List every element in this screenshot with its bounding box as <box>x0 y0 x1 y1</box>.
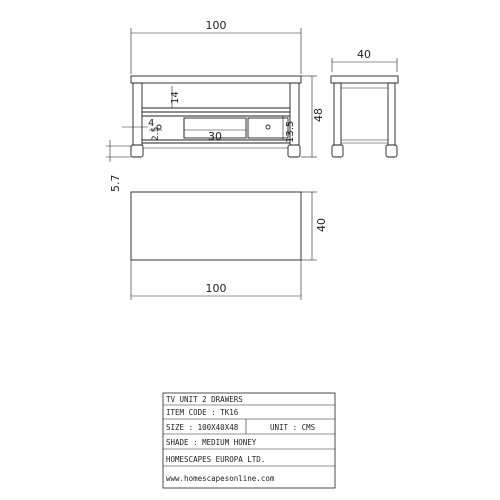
drawer-height-label: 13.5 <box>285 120 296 143</box>
item-code: ITEM CODE : TK16 <box>166 408 239 417</box>
company-website: www.homescapesonline.com <box>166 474 275 483</box>
side-view <box>331 48 398 157</box>
right-knob-icon <box>266 125 270 129</box>
top-depth-label: 40 <box>315 218 328 232</box>
front-width-label: 100 <box>205 19 227 32</box>
top-width-label: 100 <box>205 282 227 295</box>
front-view <box>106 19 325 192</box>
side-back-foot <box>386 145 397 157</box>
side-front-post <box>334 83 341 145</box>
side-top-panel <box>331 76 398 83</box>
side-depth-label: 40 <box>357 48 371 61</box>
top-view-outline <box>131 192 301 260</box>
side-front-foot <box>332 145 343 157</box>
product-title: TV UNIT 2 DRAWERS <box>166 395 243 404</box>
product-size: SIZE : 100X40X48 <box>166 423 239 432</box>
foot-height-label: 5.7 <box>109 174 122 192</box>
front-height-label: 48 <box>312 108 325 122</box>
left-post <box>133 83 142 145</box>
side-back-post <box>388 83 395 145</box>
title-block <box>163 393 335 488</box>
right-drawer <box>248 118 288 138</box>
right-foot <box>288 145 300 157</box>
knob-height-label: 4 <box>148 118 155 129</box>
measurement-unit: UNIT : CMS <box>270 423 316 432</box>
knob-offset-label: 2.5 <box>151 126 161 141</box>
drawer-width-label: 30 <box>208 130 222 143</box>
shelf-height-label: 14 <box>170 91 181 104</box>
top-panel <box>131 76 301 83</box>
product-shade: SHADE : MEDIUM HONEY <box>166 438 257 447</box>
top-view <box>131 192 328 300</box>
left-foot <box>131 145 143 157</box>
company-name: HOMESCAPES EUROPA LTD. <box>166 455 266 464</box>
